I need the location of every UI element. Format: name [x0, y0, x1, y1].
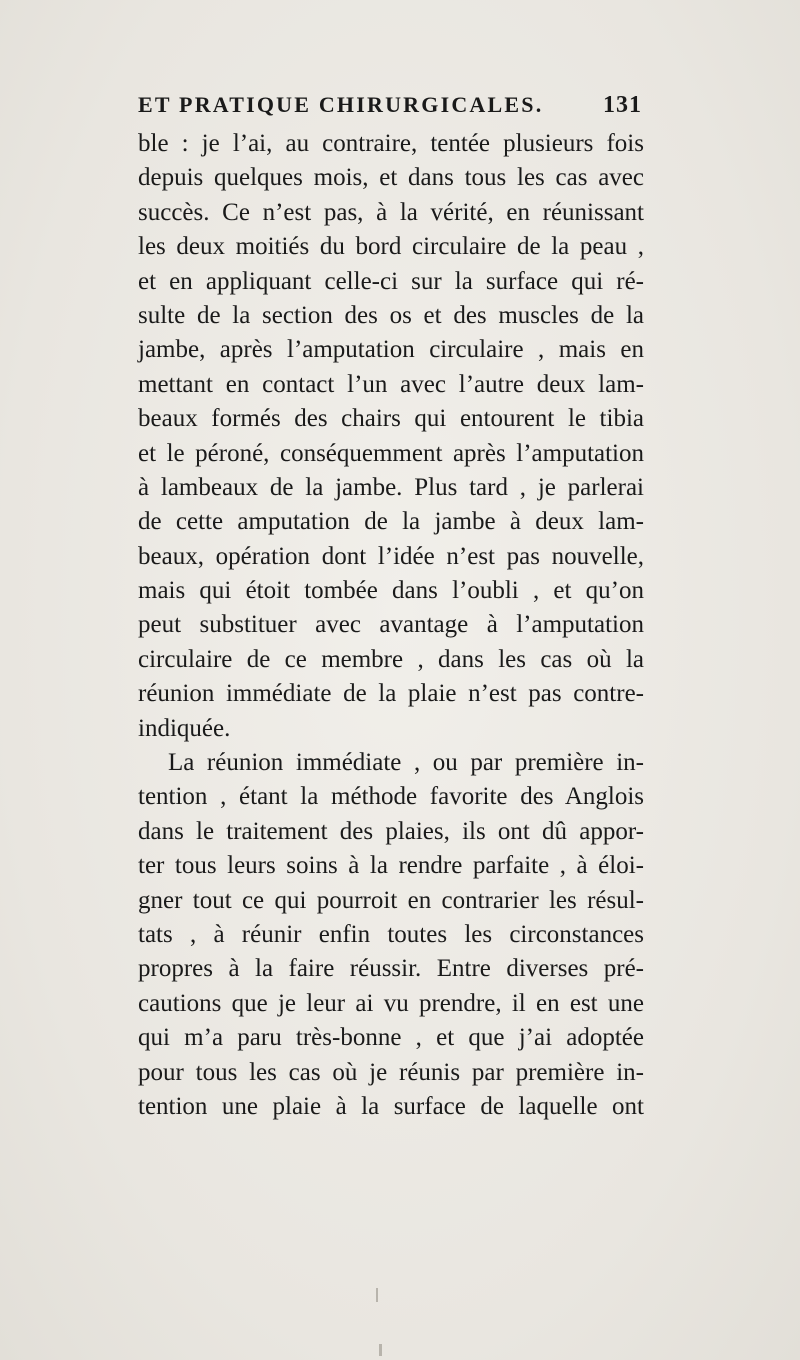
- text-line: tats , à réunir enfin toutes les circonstances: [138, 920, 644, 948]
- text-line: gner tout ce qui pourroit en contrarier les résul-: [138, 886, 644, 914]
- text-line: mettant en contact l’un avec l’autre deux lam-: [138, 370, 644, 398]
- text-line: La réunion immédiate , ou par première in-: [168, 749, 644, 777]
- page-number: 131: [603, 92, 642, 118]
- text-line: beaux, opération dont l’idée n’est pas nouvelle,: [138, 542, 644, 570]
- text-line: circulaire de ce membre , dans les cas où la: [138, 645, 644, 673]
- text-line: qui m’a paru très-bonne , et que j’ai adoptée: [138, 1024, 644, 1052]
- text-line: de cette amputation de la jambe à deux lam-: [138, 508, 644, 536]
- text-line: ter tous leurs soins à la rendre parfaite , à éloi-: [138, 852, 644, 880]
- text-line: tention une plaie à la surface de laquelle ont: [138, 1092, 644, 1120]
- text-line: indiquée.: [138, 714, 231, 742]
- text-line: réunion immédiate de la plaie n’est pas contre-: [138, 680, 644, 708]
- body-text: [138, 127, 644, 1124]
- text-line: beaux formés des chairs qui entourent le tibia: [138, 405, 644, 433]
- text-line: sulte de la section des os et des muscles de la: [138, 301, 644, 329]
- text-line: succès. Ce n’est pas, à la vérité, en réunissant: [138, 198, 644, 226]
- text-line: les deux moitiés du bord circulaire de la peau ,: [138, 233, 644, 261]
- running-head: ET PRATIQUE CHIRURGICALES.: [138, 92, 544, 117]
- paper-blemish: [376, 1288, 378, 1302]
- text-line: et en appliquant celle-ci sur la surface qui ré-: [138, 267, 644, 295]
- text-line: ble : je l’ai, au contraire, tentée plusieurs fois: [138, 130, 644, 157]
- text-line: pour tous les cas où je réunis par première in-: [138, 1058, 644, 1086]
- text-line: propres à la faire réussir. Entre diverses pré-: [138, 955, 644, 983]
- text-line: depuis quelques mois, et dans tous les cas avec: [138, 164, 644, 192]
- text-line: cautions que je leur ai vu prendre, il en est une: [138, 989, 644, 1017]
- text-line: à lambeaux de la jambe. Plus tard , je parlerai: [138, 473, 644, 501]
- text-line: jambe, après l’amputation circulaire , mais en: [138, 336, 644, 364]
- text-line: et le péroné, conséquemment après l’amputation: [138, 439, 644, 467]
- text-line: tention , étant la méthode favorite des Anglois: [138, 783, 644, 811]
- text-line: peut substituer avec avantage à l’amputation: [138, 611, 644, 639]
- paper-blemish: [379, 1344, 382, 1356]
- text-line: dans le traitement des plaies, ils ont dû appor-: [138, 817, 644, 845]
- text-line: mais qui étoit tombée dans l’oubli , et qu’on: [138, 577, 644, 605]
- page-header: [138, 92, 642, 132]
